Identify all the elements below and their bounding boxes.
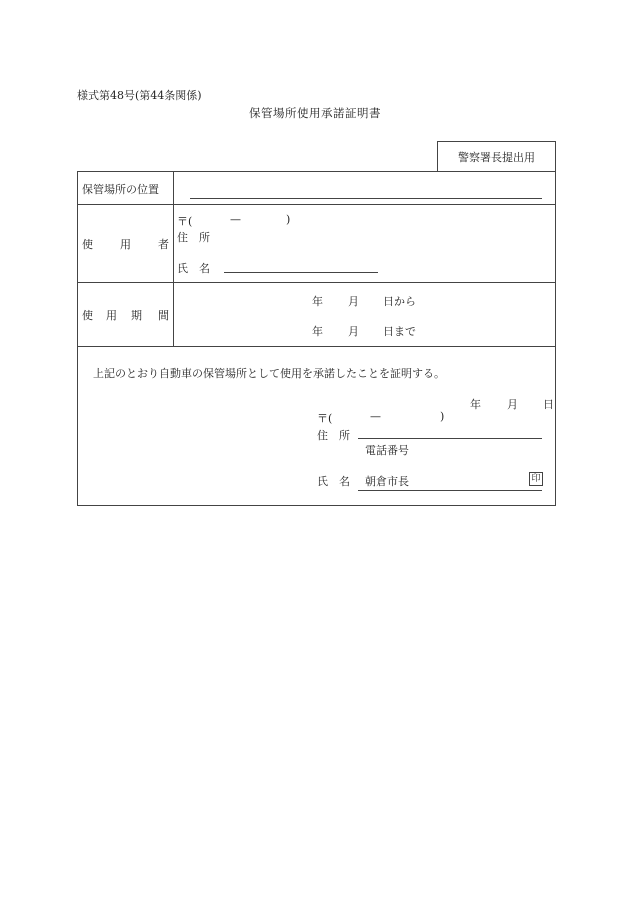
period-start-year: 年 [312,295,323,308]
period-end-year: 年 [312,325,323,338]
user-name-underline [224,272,378,273]
user-postal-dash: — [230,213,241,226]
period-label-char-2: 用 [106,309,117,322]
cert-phone-label: 電話番号 [365,444,409,457]
user-label-char-1: 使 [82,238,93,251]
period-end-day: 日まで [383,325,416,338]
period-label-char-3: 期 [131,309,142,322]
period-end-month: 月 [348,325,359,338]
row-divider [78,204,555,205]
period-start-month: 月 [348,295,359,308]
user-postal-close: ) [286,213,291,226]
period-label-char-1: 使 [82,309,93,322]
cert-address-label: 住 所 [317,429,350,442]
user-name-field[interactable] [226,258,378,272]
user-postal-mark: 〒( [177,215,193,228]
location-underline [190,198,542,199]
user-label-char-3: 者 [158,238,169,251]
row-divider [78,282,555,283]
cert-postal-mark: 〒( [317,412,333,425]
row-divider [78,346,555,347]
column-divider [173,172,174,346]
cert-name-value: 朝倉市長 [365,475,409,488]
cert-name-underline [358,490,542,491]
document-title: 保管場所使用承諾証明書 [249,106,381,120]
certification-statement: 上記のとおり自動車の保管場所として使用を承諾したことを証明する。 [93,367,445,380]
period-label-char-4: 間 [158,309,169,322]
form-number: 様式第48号(第44条関係) [77,89,202,102]
submission-tag [437,141,556,171]
cert-postal-dash: — [370,410,381,423]
location-label: 保管場所の位置 [82,183,159,196]
user-address-label: 住 所 [177,231,210,244]
cert-date-day: 日 [543,398,554,411]
cert-address-underline [358,438,542,439]
cert-date-year: 年 [470,398,481,411]
seal-mark: 印 [529,472,543,486]
user-name-label: 氏 名 [177,262,210,275]
cert-date-month: 月 [507,398,518,411]
location-field[interactable] [190,178,542,194]
cert-postal-close: ) [440,410,445,423]
user-label-char-2: 用 [120,238,131,251]
cert-name-label: 氏 名 [317,475,350,488]
form-table [77,171,556,506]
submission-tag-label: 警察署長提出用 [458,150,535,164]
user-address-field[interactable] [218,229,518,243]
period-start-day: 日から [383,295,416,308]
